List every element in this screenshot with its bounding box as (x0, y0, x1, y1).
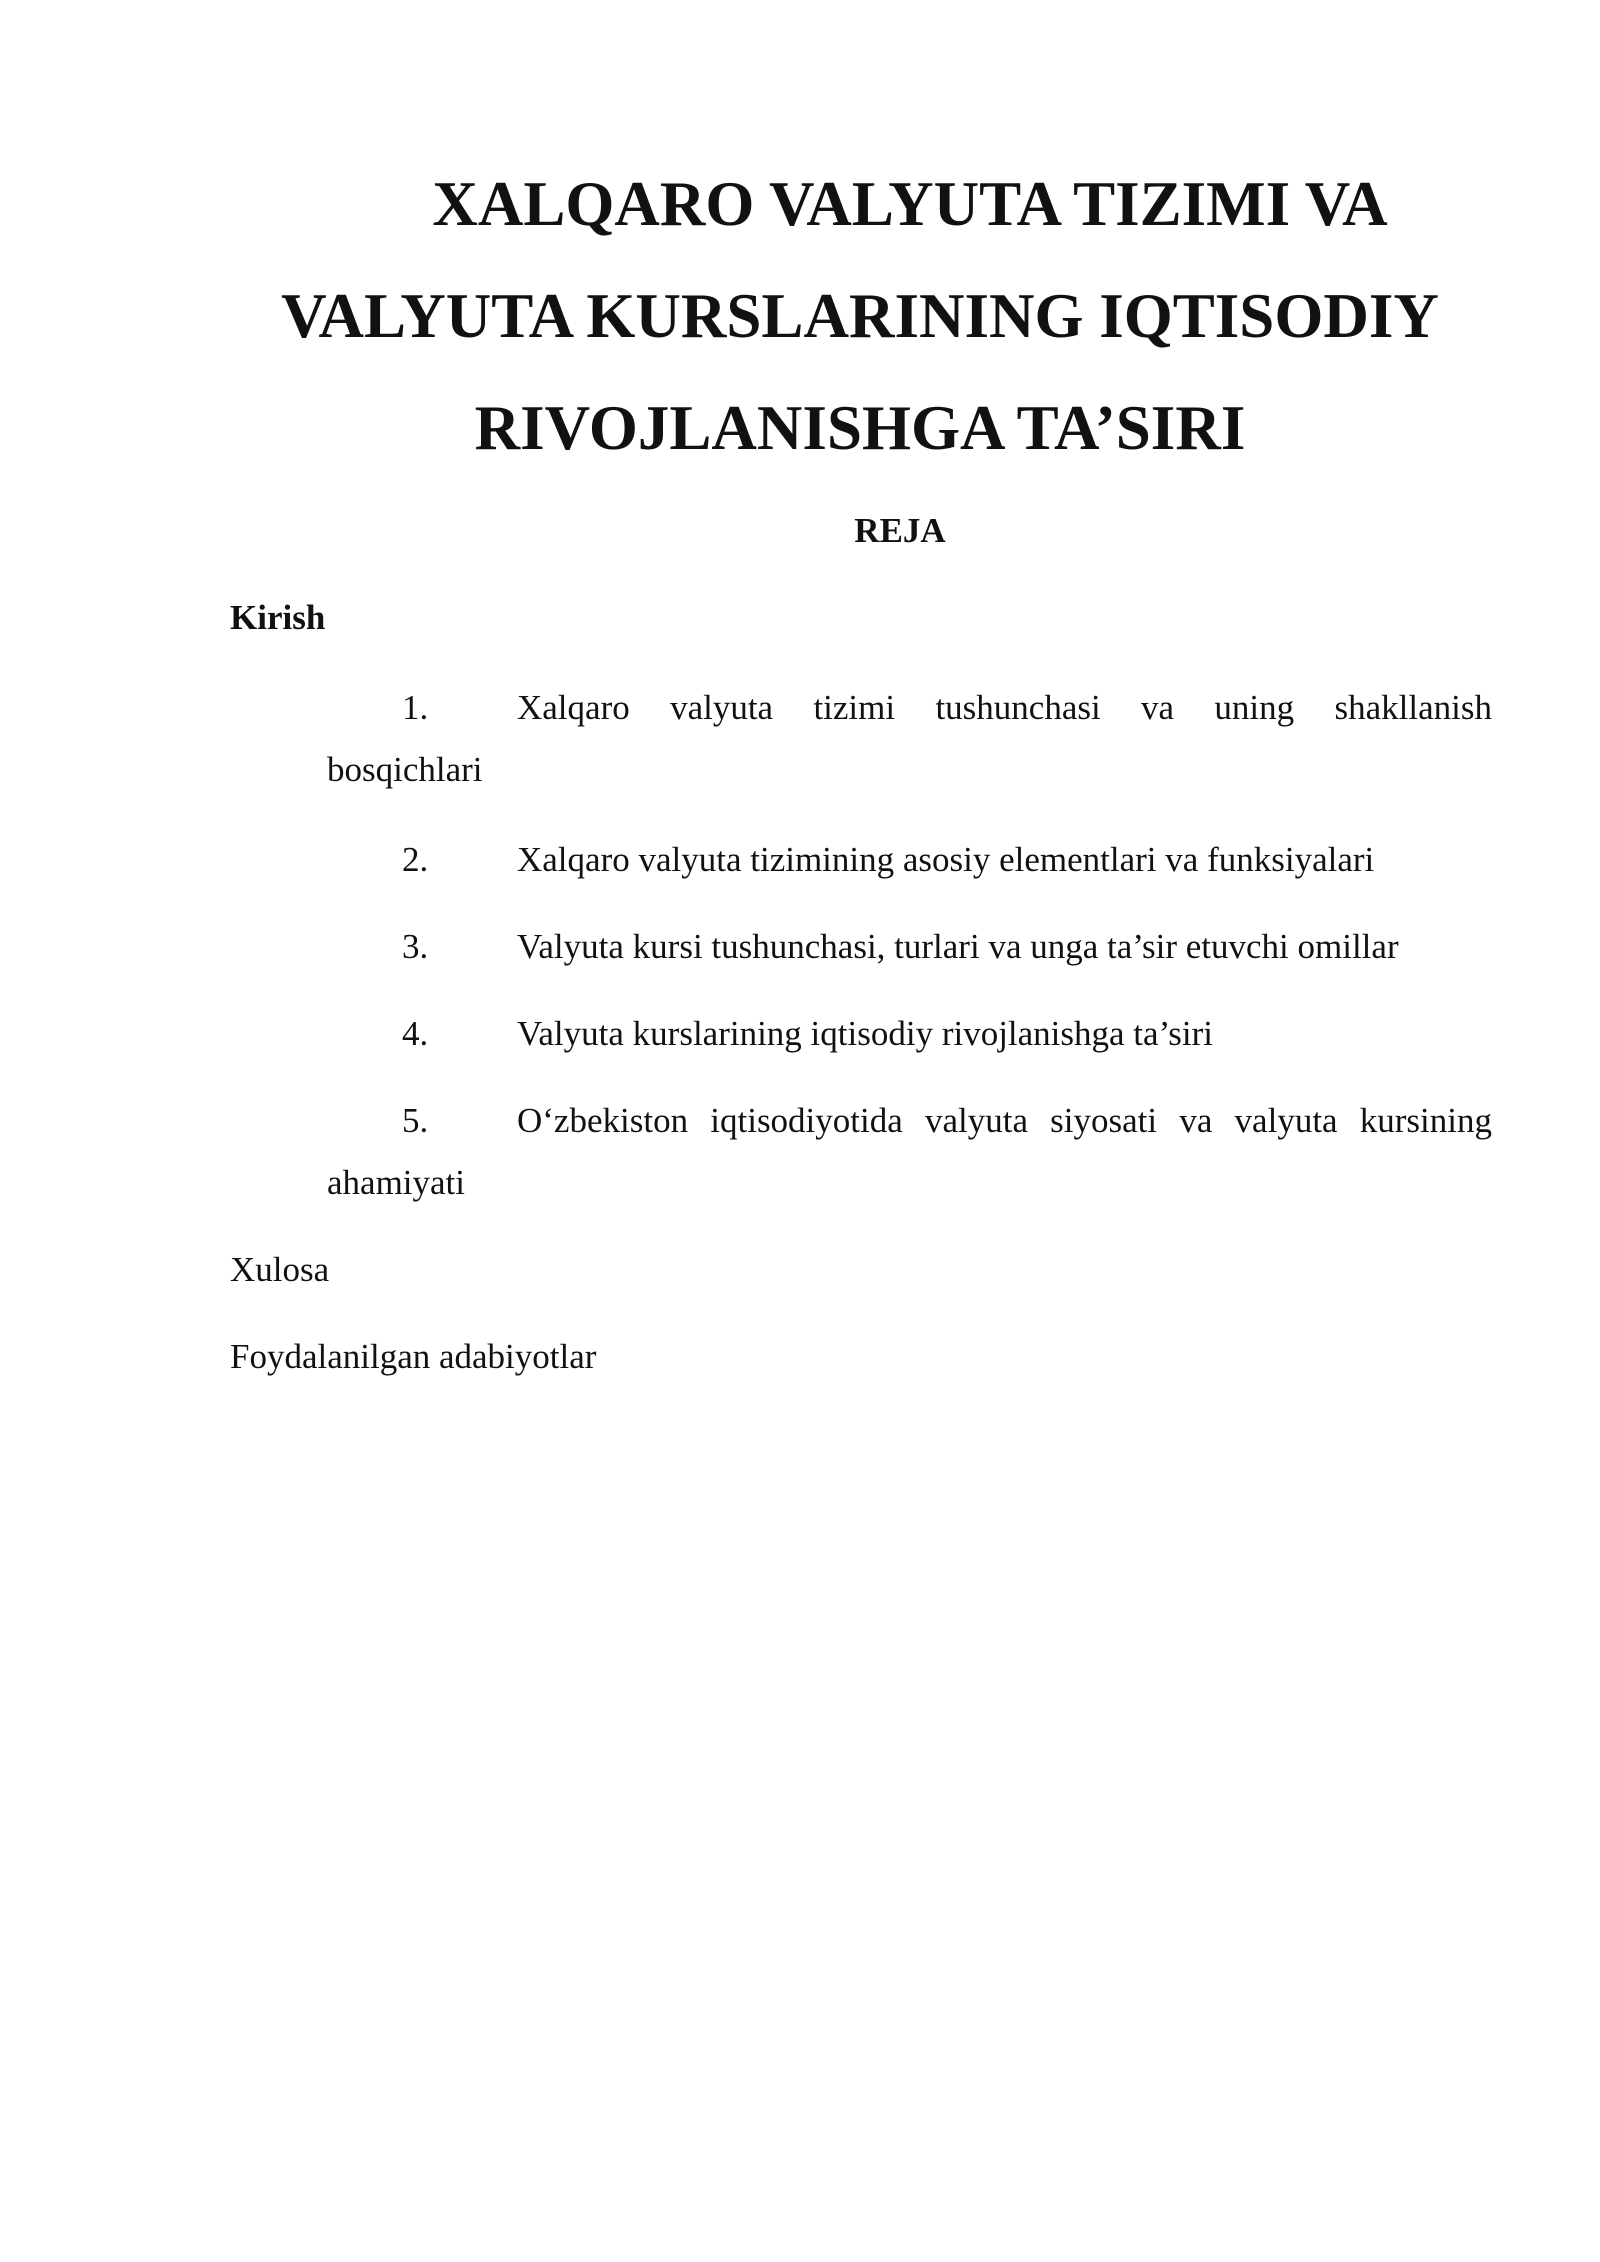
toc-item-5 (327, 1088, 1492, 1154)
toc-item-2 (327, 827, 1492, 893)
toc-item-text: O‘zbekiston iqtisodiyotida valyuta siyosati va valyuta kursining (517, 1101, 1492, 1140)
intro-heading: Kirish (230, 598, 326, 637)
toc-item-number: 3. (402, 927, 429, 966)
toc-item-text: Valyuta kurslarining iqtisodiy rivojlanishga ta’siri (517, 1014, 1214, 1053)
toc-item-text: Valyuta kursi tushunchasi, turlari va unga ta’sir etuvchi omillar (517, 927, 1399, 966)
toc-item-number: 4. (402, 1014, 429, 1053)
toc-item-3 (327, 914, 1492, 980)
toc-item-1-continuation: bosqichlari (327, 750, 483, 789)
toc-item-number: 5. (402, 1101, 429, 1140)
toc-item-1 (327, 675, 1492, 741)
toc-item-text: Xalqaro valyuta tizimining asosiy elementlari va funksiyalari (517, 840, 1375, 879)
toc-item-number: 1. (402, 688, 429, 727)
plan-heading: REJA (854, 511, 946, 550)
references-heading: Foydalanilgan adabiyotlar (230, 1337, 597, 1376)
toc-item-text: Xalqaro valyuta tizimi tushunchasi va uning shakllanish (517, 688, 1492, 727)
conclusion-heading: Xulosa (230, 1250, 330, 1289)
toc-item-5-continuation: ahamiyati (327, 1163, 466, 1202)
toc-item-number: 2. (402, 840, 429, 879)
document-title: XALQARO VALYUTA TIZIMI VA VALYUTA KURSLARINING IQTISODIY RIVOJLANISHGA TA’SIRI (281, 169, 1439, 463)
toc-item-4 (327, 1001, 1492, 1067)
